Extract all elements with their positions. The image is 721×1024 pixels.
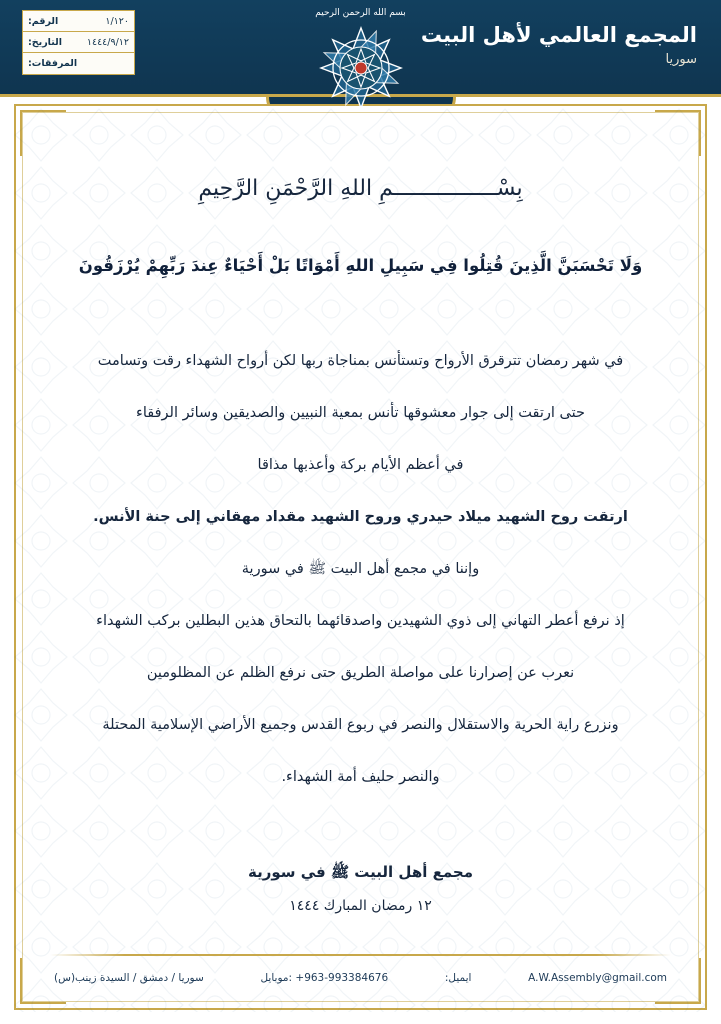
frame-corner-top-right — [655, 110, 701, 156]
signature-date: ١٢ رمضان المبارك ١٤٤٤ — [289, 898, 432, 914]
letter-body — [50, 176, 671, 923]
footer-email-address[interactable]: A.W.Assembly@gmail.com — [528, 972, 667, 984]
footer-mobile: موبايل: ‎+963-993384676 — [260, 972, 389, 984]
registry-number-label: الرقم: — [28, 15, 59, 27]
footer-contact-bar — [50, 972, 671, 984]
footer-email-label: ايميل: — [444, 972, 472, 984]
registry-attachments-label: المرفقات: — [28, 58, 78, 69]
organization-title-block — [421, 22, 697, 67]
signature-organization: مجمع أهل البيت ﷺ في سورية — [248, 863, 473, 881]
organization-branch: سوريا — [665, 52, 697, 67]
document-frame — [14, 104, 707, 1010]
paragraph-3: في أعظم الأيام بركة وأعذبها مذاقا — [257, 457, 464, 473]
registry-date-value: ١٤٤٤/٩/١٢ — [86, 36, 129, 48]
ahlulbayt-emblem-icon — [309, 8, 413, 116]
paragraph-7: نعرب عن إصرارنا على مواصلة الطريق حتى نرفع الظلم عن المظلومين — [146, 665, 575, 681]
paragraph-1: في شهر رمضان تترقرق الأرواح وتستأنس بمناجاة ربها لكن أرواح الشهداء رقت وتسامت — [97, 353, 624, 369]
quran-verse: وَلَا تَحْسَبَنَّ الَّذِينَ قُتِلُوا فِي سَبِيلِ اللهِ أَمْوَاتًا بَلْ أَحْيَاءٌ عِندَ رَبِّهِمْ يُرْزَقُونَ — [78, 256, 643, 275]
organization-name: المجمع العالمي لأهل البيت — [420, 23, 697, 47]
basmala-text: بِسْــــــــــــــــمِ اللهِ الرَّحْمَنِ الرَّحِيمِ — [198, 176, 523, 201]
frame-corner-top-left — [20, 110, 66, 156]
signature-block — [50, 855, 671, 923]
emblem-svg — [309, 12, 413, 116]
footer-divider — [50, 954, 671, 956]
registry-box — [22, 10, 135, 75]
registry-number-value: ١/١٢٠ — [105, 15, 129, 27]
registry-date-label: التاريخ: — [28, 36, 62, 48]
paragraph-6: إذ نرفع أعطر التهاني إلى ذوي الشهيدين واصدقائهما بالتحاق هذين البطلين بركب الشهداء — [96, 613, 625, 629]
paragraph-2: حتى ارتقت إلى جوار معشوقها تأنس بمعية النبيين والصديقين وسائر الرفقاء — [136, 405, 585, 421]
registry-row-attachments — [23, 53, 134, 74]
paragraph-4-martyrs: ارتقت روح الشهيد ميلاد حيدري وروح الشهيد مقداد مهقاني إلى جنة الأنس. — [93, 509, 628, 525]
registry-row-date — [23, 32, 134, 53]
footer-address: سوريا / دمشق / السيدة زينب(س) — [54, 972, 204, 984]
paragraph-8: ونزرع راية الحرية والاستقلال والنصر في ربوع القدس وجميع الأراضي الإسلامية المحتلة — [102, 717, 619, 733]
paragraph-5: وإننا في مجمع أهل البيت ﷺ في سورية — [241, 561, 480, 577]
emblem-bismillah-text: بسم الله الرحمن الرحيم — [315, 8, 406, 18]
paragraph-9: والنصر حليف أمة الشهداء. — [281, 769, 440, 785]
registry-row-number — [23, 11, 134, 32]
